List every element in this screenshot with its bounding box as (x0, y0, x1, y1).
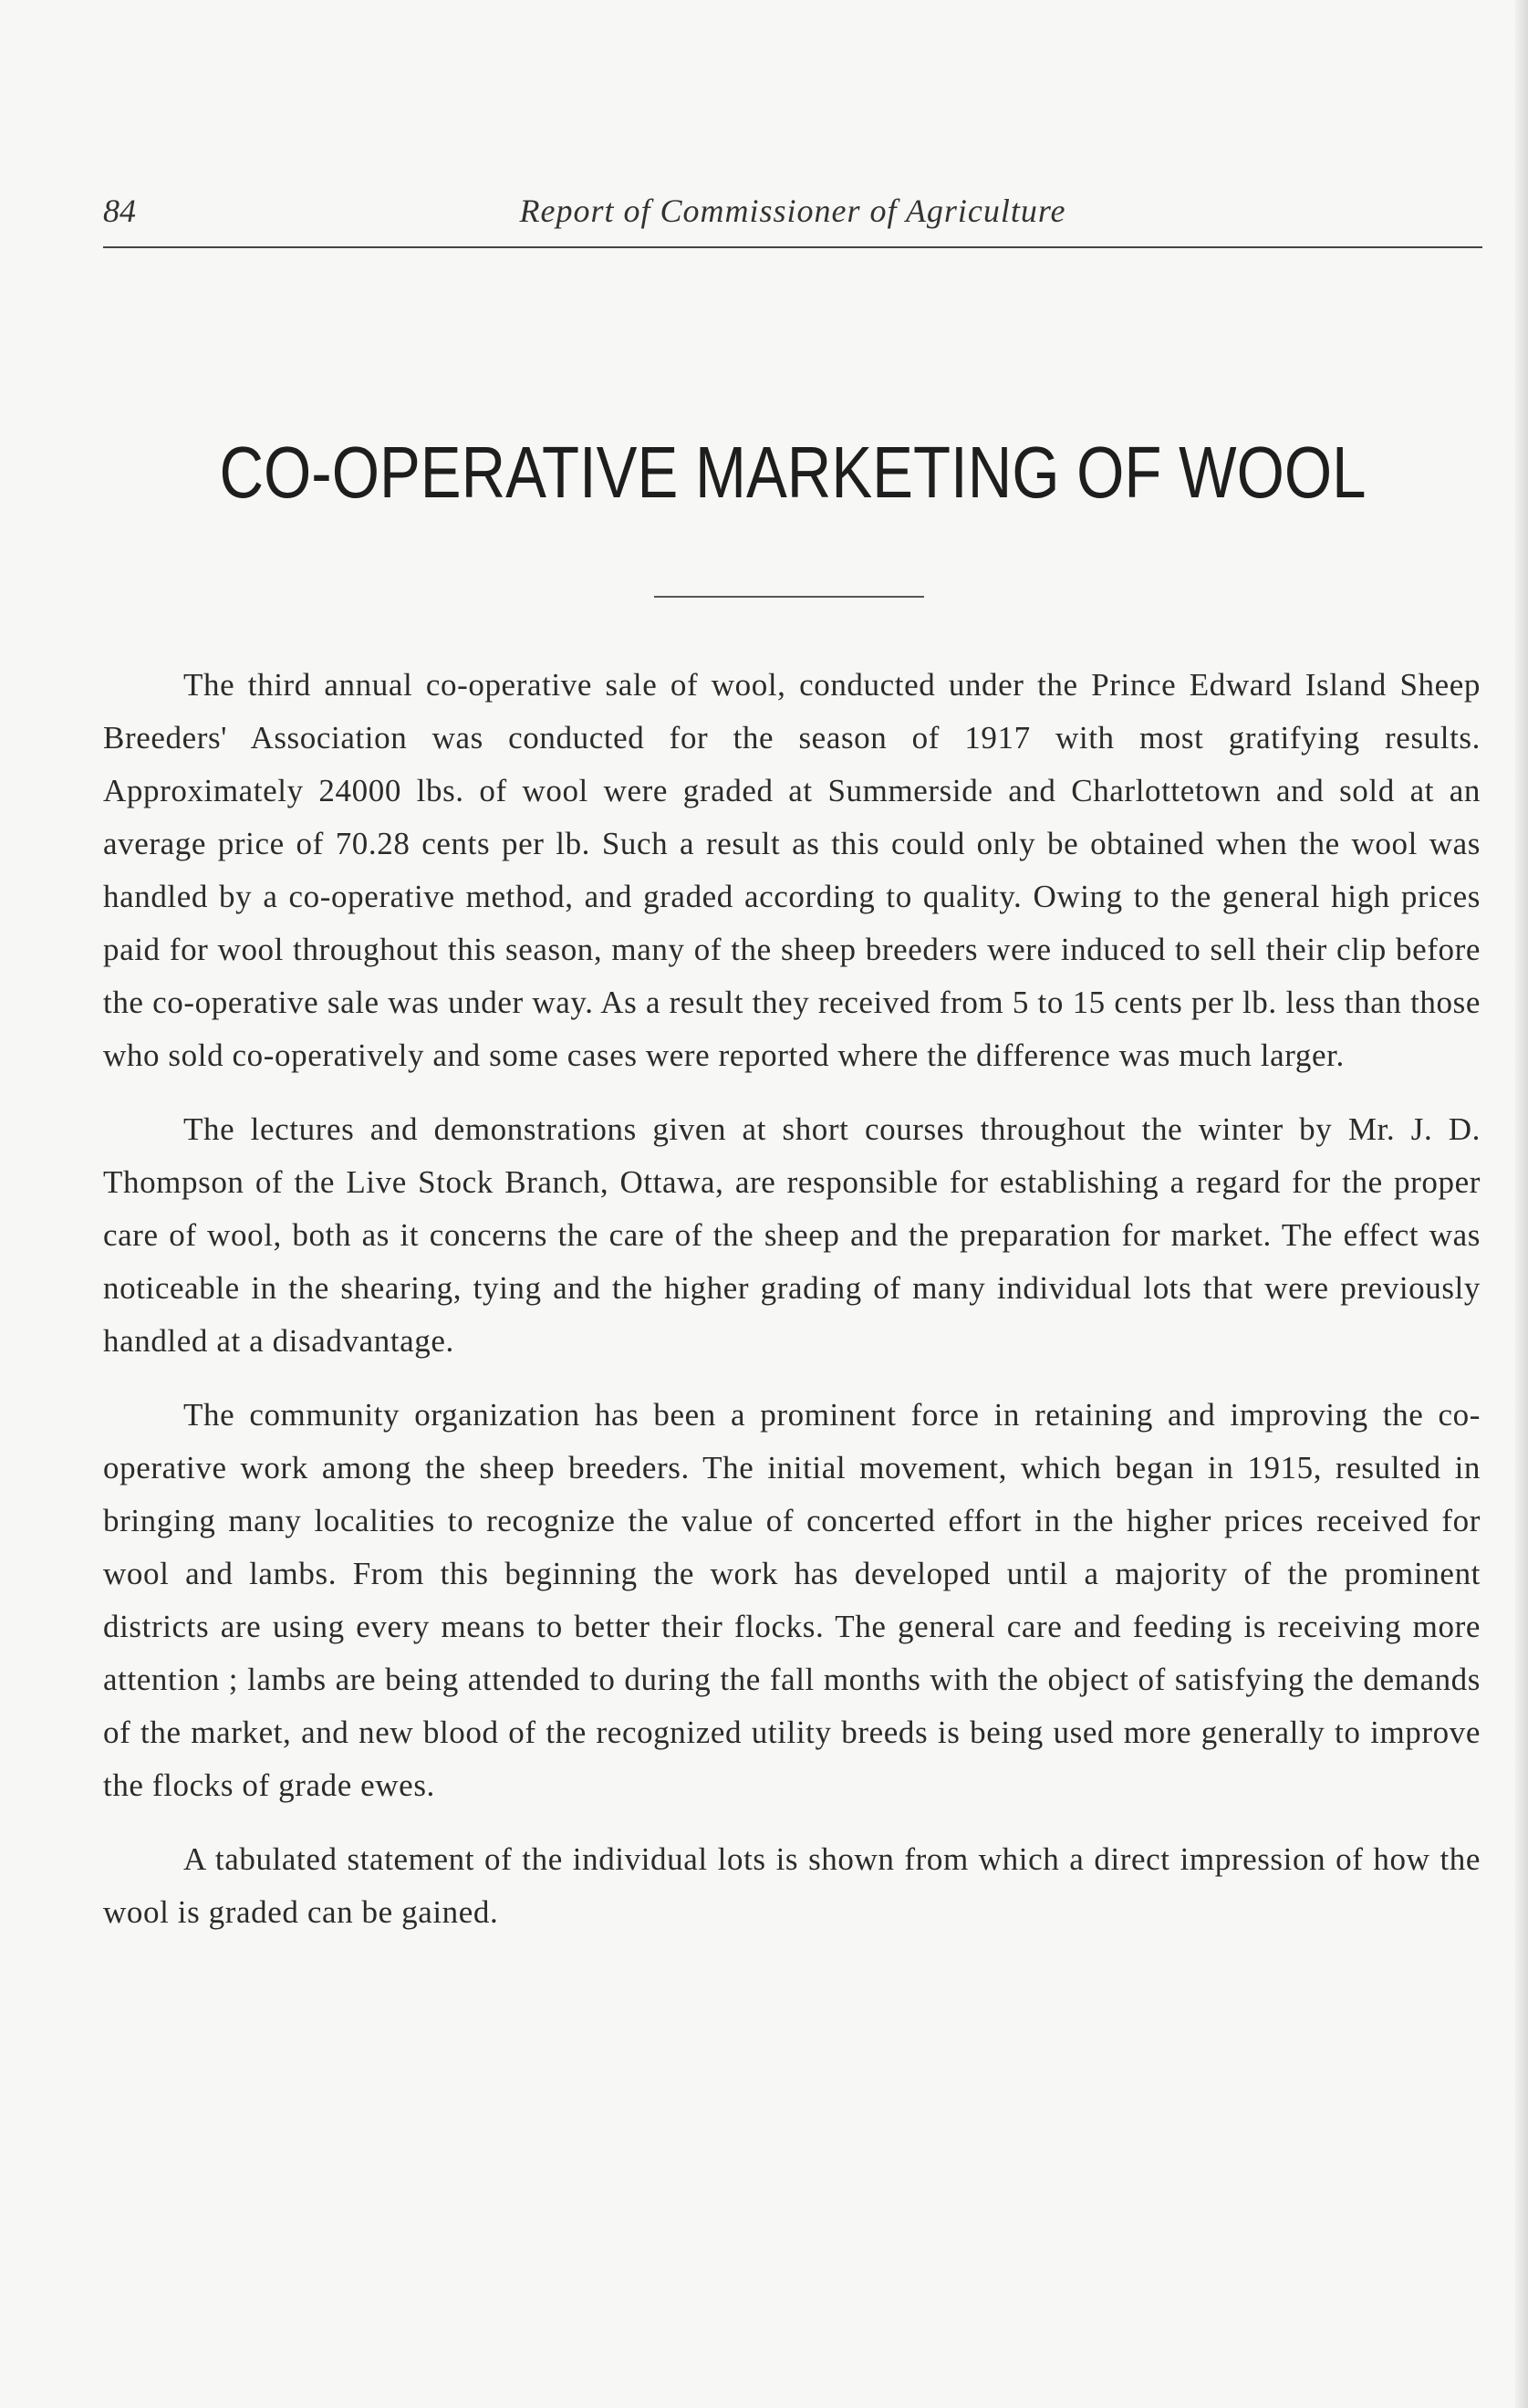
paragraph-2: The lectures and demonstrations given at short courses throughout the winter by Mr. J. D. Thompson of the Live Stock Branch, Ottawa, are responsible for establishing a regard for the proper care of wool, both as it concerns the care of the sheep and the preparation for market. The effect was noticeable in the shearing, tying and the higher grading of many individual lots that were previously handled at a disadvantage. (103, 1111, 1481, 1359)
paragraph-4: A tabulated statement of the individual lots is shown from which a direct impression of how the wool is graded can be gained. (103, 1841, 1481, 1930)
running-title: Report of Commissioner of Agriculture (519, 193, 1066, 229)
paragraph-3: The community organization has been a prominent force in retaining and improving the co-operative work among the sheep breeders. The initial movement, which began in 1915, resulted in bringing many localities to recognize the value of concerted effort in the higher prices received for wool and lambs. From this beginning the work has developed until a majority of the prominent districts are using every means to better their flocks. The general care and feeding is receiving more attention ; lambs are being attended to during the fall months with the object of satisfying the demands of the market, and new blood of the recognized utility breeds is being used more generally to improve the flocks of grade ewes. (103, 1397, 1481, 1803)
header-rule (103, 246, 1482, 248)
page-number: 84 (103, 193, 136, 229)
running-header (103, 192, 1482, 246)
article-body (103, 659, 1481, 1960)
title-rule (654, 596, 924, 598)
paragraph-1: The third annual co-operative sale of wool, conducted under the Prince Edward Island Sheep Breeders' Association was conducted for the season of 1917 with most gratifying results. Approximately 24000 lbs. of wool were graded at Summerside and Charlottetown and sold at an average price of 70.28 cents per lb. Such a result as this could only be obtained when the wool was handled by a co-operative method, and graded according to quality. Owing to the general high prices paid for wool throughout this season, many of the sheep breeders were induced to sell their clip before the co-operative sale was under way. As a result they received from 5 to 15 cents per lb. less than those who sold co-operatively and some cases were reported where the difference was much larger. (103, 667, 1481, 1073)
article-title: CO-OPERATIVE MARKETING OF WOOL (219, 432, 1367, 513)
page-edge-shadow (1515, 0, 1528, 2408)
